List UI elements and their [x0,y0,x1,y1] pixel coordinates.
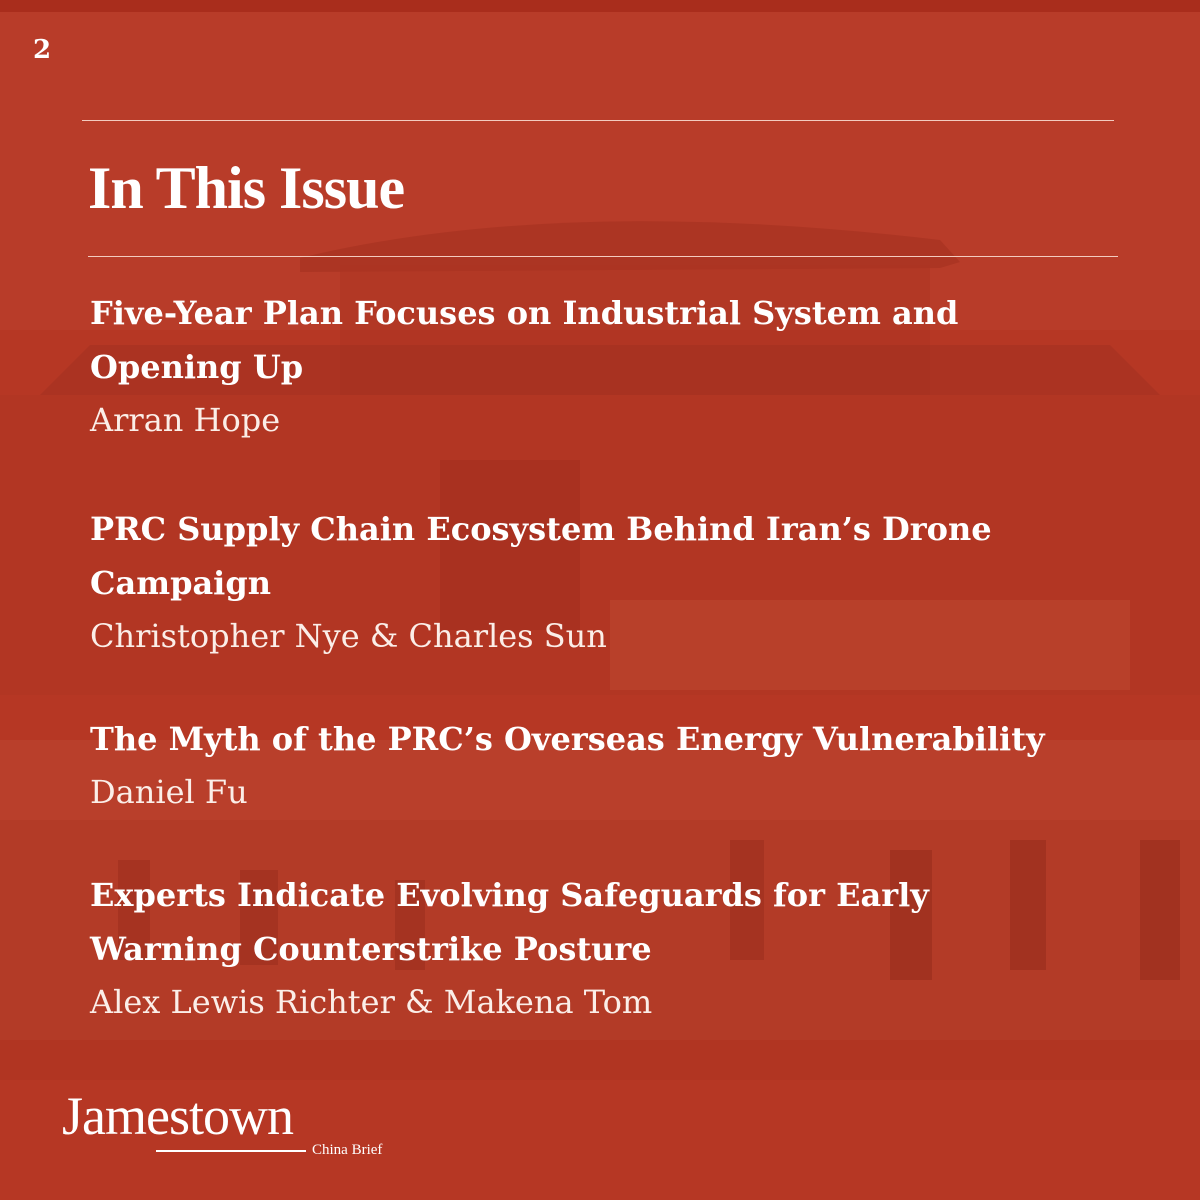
logo-wordmark: Jamestown [62,1086,293,1146]
logo-underline [156,1150,306,1152]
logo-subtitle: China Brief [312,1142,383,1158]
toc-item[interactable] [90,868,1130,1028]
article-title[interactable]: Opening Up [90,348,304,386]
article-author: Christopher Nye & Charles Sun [90,617,607,655]
article-author: Arran Hope [90,401,281,439]
article-title[interactable]: Five-Year Plan Focuses on Industrial System and [90,294,959,332]
article-author: Alex Lewis Richter & Makena Tom [90,983,653,1021]
page-title: In This Issue [88,155,405,221]
jamestown-logo [62,1086,383,1162]
toc-item[interactable] [90,502,1130,662]
article-author: Daniel Fu [90,773,248,811]
toc-item[interactable] [90,712,1130,818]
heading-rule-top [82,120,1114,121]
top-strip [0,0,1200,12]
heading-rule-bottom [88,256,1118,257]
article-title[interactable]: PRC Supply Chain Ecosystem Behind Iran’s Drone [90,510,992,548]
page-number: 2 [33,35,52,65]
article-title[interactable]: Campaign [90,564,271,602]
article-title[interactable]: Experts Indicate Evolving Safeguards for Early [90,876,929,914]
article-title[interactable]: The Myth of the PRC’s Overseas Energy Vulnerability [90,720,1045,758]
toc-item[interactable] [90,286,1130,446]
article-title[interactable]: Warning Counterstrike Posture [90,930,652,968]
